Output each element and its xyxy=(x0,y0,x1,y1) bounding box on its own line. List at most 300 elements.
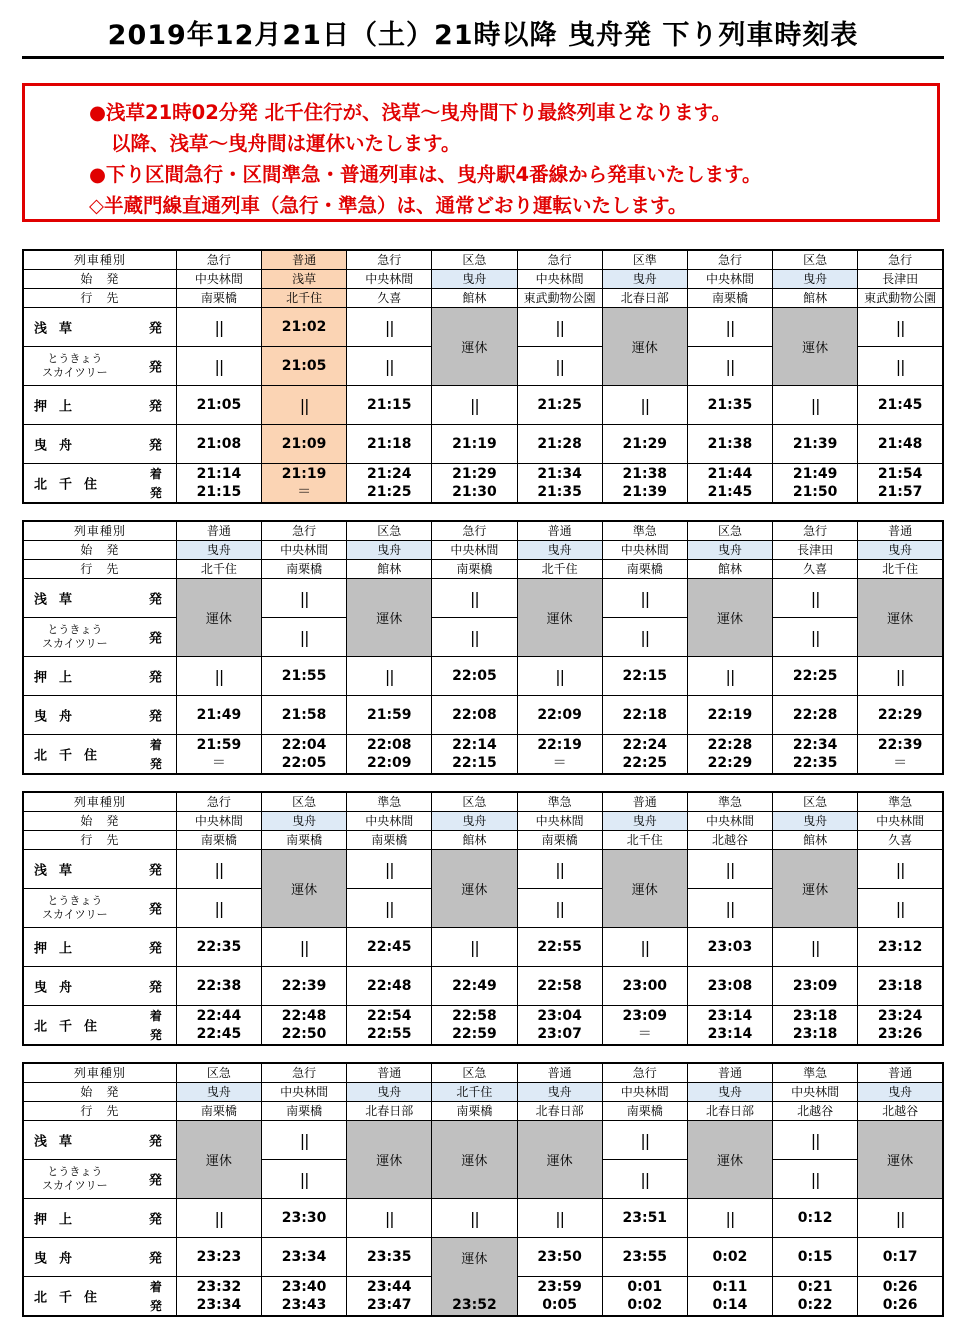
time-cell: 22:18 xyxy=(602,696,687,735)
time-cell: 21:34 21:35 xyxy=(517,464,602,504)
label-origin: 始 発 xyxy=(23,541,176,560)
destination-cell: 南栗橋 xyxy=(262,560,347,579)
time-cell xyxy=(687,889,772,928)
origin-cell: 長津田 xyxy=(858,270,943,289)
label-skytree: とうきょう スカイツリー 発 xyxy=(23,347,176,386)
train-type-cell: 準急 xyxy=(858,792,943,812)
time-cell: 0:15 xyxy=(773,1238,858,1277)
label-hikifune: 曳舟 発 xyxy=(23,967,176,1006)
time-cell: 21:19 xyxy=(432,425,517,464)
time-cell xyxy=(687,1199,772,1238)
suspended-cell: 運休 xyxy=(347,579,432,657)
row-train-type xyxy=(23,792,943,812)
pass-mark: || xyxy=(555,1208,564,1228)
destination-cell: 久喜 xyxy=(858,831,943,850)
suspended-cell: 運休 xyxy=(517,579,602,657)
origin-cell: 曳舟 xyxy=(687,541,772,560)
time-cell xyxy=(347,1199,432,1238)
destination-cell: 北千住 xyxy=(602,831,687,850)
time-cell: 21:39 xyxy=(773,425,858,464)
suspended-cell: 運休 xyxy=(347,1121,432,1199)
time-cell xyxy=(517,347,602,386)
train-type-cell: 急行 xyxy=(262,521,347,541)
row-asakusa xyxy=(23,579,943,618)
time-cell: 22:09 xyxy=(517,696,602,735)
train-type-cell: 普通 xyxy=(176,521,261,541)
label-oshiage: 押上 発 xyxy=(23,657,176,696)
row-train-type xyxy=(23,250,943,270)
origin-cell: 中央林間 xyxy=(602,1083,687,1102)
destination-cell: 北千住 xyxy=(517,560,602,579)
pass-mark: || xyxy=(214,356,224,376)
time-cell: 22:45 xyxy=(347,928,432,967)
origin-cell: 中央林間 xyxy=(347,812,432,831)
pass-mark: || xyxy=(470,588,479,608)
row-oshiage xyxy=(23,928,943,967)
label-kitasenju: 北千住 着 発 xyxy=(23,1006,176,1046)
time-cell: 23:44 23:47 xyxy=(347,1277,432,1317)
time-cell: 21:45 xyxy=(858,386,943,425)
destination-cell: 南栗橋 xyxy=(602,1102,687,1121)
origin-cell: 曳舟 xyxy=(176,541,261,560)
pass-mark: || xyxy=(640,937,650,957)
time-cell: 23:14 23:14 xyxy=(687,1006,772,1046)
suspended-cell: 運休 xyxy=(176,579,261,657)
row-destination xyxy=(23,1102,943,1121)
train-type-cell: 急行 xyxy=(262,1063,347,1083)
label-train-type: 列車種別 xyxy=(23,792,176,812)
time-cell: 21:58 xyxy=(262,696,347,735)
time-cell: 22:58 xyxy=(517,967,602,1006)
pass-mark: || xyxy=(470,937,479,957)
time-cell xyxy=(517,889,602,928)
time-cell: 21:54 21:57 xyxy=(858,464,943,504)
time-cell: 22:55 xyxy=(517,928,602,967)
destination-cell: 久喜 xyxy=(347,289,432,308)
time-cell xyxy=(517,1199,602,1238)
time-cell xyxy=(517,308,602,347)
pass-mark: || xyxy=(810,1169,820,1189)
suspended-cell: 運休 xyxy=(432,850,517,928)
label-destination: 行 先 xyxy=(23,289,176,308)
pass-mark: || xyxy=(725,859,735,879)
origin-cell: 曳舟 xyxy=(687,1083,772,1102)
row-asakusa xyxy=(23,850,943,889)
row-asakusa xyxy=(23,308,943,347)
time-cell xyxy=(347,308,432,347)
pass-mark: || xyxy=(299,627,309,647)
time-cell xyxy=(176,889,261,928)
pass-mark: || xyxy=(895,1208,905,1228)
label-origin: 始 発 xyxy=(23,812,176,831)
time-cell xyxy=(347,347,432,386)
destination-cell: 南栗橋 xyxy=(176,831,261,850)
suspended-cell: 運休 xyxy=(687,1121,772,1199)
label-destination: 行 先 xyxy=(23,831,176,850)
time-cell: 22:08 xyxy=(432,696,517,735)
time-cell: 23:18 23:18 xyxy=(773,1006,858,1046)
time-cell xyxy=(602,1160,687,1199)
pass-mark: || xyxy=(299,1169,309,1189)
origin-cell: 中央林間 xyxy=(687,270,772,289)
train-type-cell: 区急 xyxy=(347,521,432,541)
time-cell: 21:15 xyxy=(347,386,432,425)
label-kitasenju: 北千住 着 発 xyxy=(23,1277,176,1317)
label-asakusa: 浅草 発 xyxy=(23,850,176,889)
pass-mark: || xyxy=(214,1208,224,1228)
train-type-cell: 普通 xyxy=(262,250,347,270)
train-type-cell: 急行 xyxy=(773,521,858,541)
terminate-mark: ＝ xyxy=(552,755,567,771)
time-cell: 21:08 xyxy=(176,425,261,464)
label-oshiage: 押上 発 xyxy=(23,1199,176,1238)
pass-mark: || xyxy=(640,1130,650,1150)
time-cell: 23:03 xyxy=(687,928,772,967)
time-cell: 21:05 xyxy=(262,347,347,386)
time-cell xyxy=(602,1121,687,1160)
time-cell xyxy=(858,347,943,386)
train-type-cell: 普通 xyxy=(602,792,687,812)
label-skytree: とうきょう スカイツリー 発 xyxy=(23,889,176,928)
destination-cell: 南栗橋 xyxy=(687,289,772,308)
suspended-cell: 運休 xyxy=(517,1121,602,1199)
pass-mark: || xyxy=(299,1130,309,1150)
time-cell: 21:18 xyxy=(347,425,432,464)
time-cell: 21:59 ＝ xyxy=(176,735,261,775)
row-origin xyxy=(23,812,943,831)
train-type-cell: 区急 xyxy=(432,1063,517,1083)
time-cell xyxy=(262,579,347,618)
time-cell xyxy=(773,386,858,425)
pass-mark: || xyxy=(384,356,394,376)
time-cell xyxy=(176,657,261,696)
suspended-cell: 運休 23:52 xyxy=(432,1238,517,1317)
time-cell xyxy=(773,579,858,618)
pass-mark: || xyxy=(895,317,905,337)
time-cell xyxy=(773,1160,858,1199)
time-cell: 21:05 xyxy=(176,386,261,425)
row-oshiage xyxy=(23,386,943,425)
origin-cell: 曳舟 xyxy=(262,812,347,831)
time-cell xyxy=(432,928,517,967)
terminate-mark: ＝ xyxy=(893,755,908,771)
pass-mark: || xyxy=(810,395,820,415)
destination-cell: 北千住 xyxy=(262,289,347,308)
time-cell: 22:05 xyxy=(432,657,517,696)
row-hikifune xyxy=(23,696,943,735)
pass-mark: || xyxy=(470,627,479,647)
time-cell xyxy=(347,657,432,696)
time-cell xyxy=(773,928,858,967)
row-destination xyxy=(23,560,943,579)
origin-cell: 曳舟 xyxy=(773,812,858,831)
row-kitasenju xyxy=(23,735,943,775)
time-cell xyxy=(432,1199,517,1238)
time-cell xyxy=(262,386,347,425)
time-cell xyxy=(602,928,687,967)
row-kitasenju xyxy=(23,1006,943,1046)
time-cell: 22:25 xyxy=(773,657,858,696)
suspended-cell: 運休 xyxy=(858,1121,943,1199)
time-cell: 21:55 xyxy=(262,657,347,696)
time-cell: 22:44 22:45 xyxy=(176,1006,261,1046)
time-cell xyxy=(687,850,772,889)
train-type-cell: 急行 xyxy=(602,1063,687,1083)
origin-cell: 中央林間 xyxy=(602,541,687,560)
origin-cell: 北千住 xyxy=(432,1083,517,1102)
time-cell: 22:14 22:15 xyxy=(432,735,517,775)
origin-cell: 中央林間 xyxy=(858,812,943,831)
destination-cell: 南栗橋 xyxy=(176,1102,261,1121)
timetable-block-2 xyxy=(22,520,944,775)
time-cell: 22:38 xyxy=(176,967,261,1006)
time-cell: 23:35 xyxy=(347,1238,432,1277)
train-type-cell: 準急 xyxy=(602,521,687,541)
time-cell: 23:51 xyxy=(602,1199,687,1238)
time-cell: 21:25 xyxy=(517,386,602,425)
suspended-cell: 運休 xyxy=(602,308,687,386)
destination-cell: 東武動物公園 xyxy=(858,289,943,308)
time-cell: 21:29 21:30 xyxy=(432,464,517,504)
destination-cell: 北千住 xyxy=(858,560,943,579)
origin-cell: 中央林間 xyxy=(347,270,432,289)
pass-mark: || xyxy=(895,356,905,376)
destination-cell: 北越谷 xyxy=(687,831,772,850)
label-origin: 始 発 xyxy=(23,1083,176,1102)
label-skytree: とうきょう スカイツリー 発 xyxy=(23,1160,176,1199)
time-cell xyxy=(347,850,432,889)
time-cell: 21:44 21:45 xyxy=(687,464,772,504)
destination-cell: 館林 xyxy=(432,289,517,308)
origin-cell: 曳舟 xyxy=(432,270,517,289)
train-type-cell: 区急 xyxy=(432,792,517,812)
destination-cell: 北春日部 xyxy=(347,1102,432,1121)
row-origin xyxy=(23,1083,943,1102)
pass-mark: || xyxy=(640,1169,650,1189)
time-cell: 22:49 xyxy=(432,967,517,1006)
time-cell xyxy=(858,1199,943,1238)
time-cell: 0:21 0:22 xyxy=(773,1277,858,1317)
train-type-cell: 区急 xyxy=(687,521,772,541)
time-cell: 21:28 xyxy=(517,425,602,464)
pass-mark: || xyxy=(555,898,564,918)
label-kitasenju: 北千住 着 発 xyxy=(23,735,176,775)
time-cell: 21:19 ＝ xyxy=(262,464,347,504)
time-cell xyxy=(602,386,687,425)
notice-line-3: ●下り区間急行・区間準急・普通列車は、曳舟駅4番線から発車いたします。 xyxy=(89,163,762,186)
suspended-cell: 運休 xyxy=(858,579,943,657)
time-cell: 21:24 21:25 xyxy=(347,464,432,504)
pass-mark: || xyxy=(214,317,224,337)
origin-cell: 中央林間 xyxy=(517,812,602,831)
pass-mark: || xyxy=(725,666,735,686)
origin-cell: 中央林間 xyxy=(262,541,347,560)
destination-cell: 南栗橋 xyxy=(347,831,432,850)
destination-cell: 館林 xyxy=(773,289,858,308)
pass-mark: || xyxy=(214,859,224,879)
origin-cell: 中央林間 xyxy=(432,541,517,560)
label-origin: 始 発 xyxy=(23,270,176,289)
pass-mark: || xyxy=(384,317,394,337)
time-cell xyxy=(176,850,261,889)
notice-line-1: ●浅草21時02分発 北千住行が、浅草～曳舟間下り最終列車となります。 xyxy=(89,101,732,124)
row-oshiage xyxy=(23,657,943,696)
suspended-cell: 運休 xyxy=(687,579,772,657)
time-cell: 22:58 22:59 xyxy=(432,1006,517,1046)
time-cell: 22:35 xyxy=(176,928,261,967)
time-cell: 21:49 xyxy=(176,696,261,735)
time-cell: 23:30 xyxy=(262,1199,347,1238)
train-type-cell: 普通 xyxy=(858,521,943,541)
pass-mark: || xyxy=(299,937,309,957)
train-type-cell: 急行 xyxy=(176,250,261,270)
destination-cell: 南栗橋 xyxy=(432,1102,517,1121)
label-kitasenju: 北千住 着 発 xyxy=(23,464,176,504)
time-cell xyxy=(858,850,943,889)
time-cell: 21:59 xyxy=(347,696,432,735)
time-cell xyxy=(602,579,687,618)
pass-mark: || xyxy=(725,356,735,376)
pass-mark: || xyxy=(299,588,309,608)
time-cell xyxy=(262,1121,347,1160)
destination-cell: 北越谷 xyxy=(858,1102,943,1121)
train-type-cell: 準急 xyxy=(517,792,602,812)
time-cell xyxy=(517,657,602,696)
pass-mark: || xyxy=(810,937,820,957)
train-type-cell: 区急 xyxy=(432,250,517,270)
origin-cell: 中央林間 xyxy=(262,1083,347,1102)
train-type-cell: 区急 xyxy=(176,1063,261,1083)
label-hikifune: 曳舟 発 xyxy=(23,696,176,735)
pass-mark: || xyxy=(725,1208,735,1228)
destination-cell: 北春日部 xyxy=(687,1102,772,1121)
origin-cell: 曳舟 xyxy=(176,1083,261,1102)
time-cell: 21:35 xyxy=(687,386,772,425)
train-type-cell: 普通 xyxy=(517,521,602,541)
pass-mark: || xyxy=(214,898,224,918)
time-cell: 22:15 xyxy=(602,657,687,696)
time-cell xyxy=(176,347,261,386)
time-cell: 21:02 xyxy=(262,308,347,347)
terminate-mark: ＝ xyxy=(297,484,312,500)
origin-cell: 中央林間 xyxy=(176,812,261,831)
origin-cell: 中央林間 xyxy=(517,270,602,289)
train-type-cell: 区準 xyxy=(602,250,687,270)
time-cell: 22:39 ＝ xyxy=(858,735,943,775)
train-type-cell: 普通 xyxy=(858,1063,943,1083)
time-cell: 23:09 xyxy=(773,967,858,1006)
suspended-cell: 運休 xyxy=(262,850,347,928)
label-asakusa: 浅草 発 xyxy=(23,308,176,347)
row-asakusa xyxy=(23,1121,943,1160)
row-train-type xyxy=(23,1063,943,1083)
time-cell: 21:29 xyxy=(602,425,687,464)
pass-mark: || xyxy=(640,627,650,647)
destination-cell: 北越谷 xyxy=(773,1102,858,1121)
notice-box xyxy=(22,83,940,222)
time-cell xyxy=(773,1121,858,1160)
label-destination: 行 先 xyxy=(23,1102,176,1121)
origin-cell: 曳舟 xyxy=(602,812,687,831)
label-skytree: とうきょう スカイツリー 発 xyxy=(23,618,176,657)
pass-mark: || xyxy=(895,898,905,918)
pass-mark: || xyxy=(810,627,820,647)
time-cell: 22:08 22:09 xyxy=(347,735,432,775)
destination-cell: 北春日部 xyxy=(517,1102,602,1121)
train-type-cell: 急行 xyxy=(858,250,943,270)
destination-cell: 北千住 xyxy=(176,560,261,579)
time-cell: 23:00 xyxy=(602,967,687,1006)
train-type-cell: 急行 xyxy=(176,792,261,812)
pass-mark: || xyxy=(640,588,650,608)
suspended-cell: 運休 xyxy=(773,308,858,386)
destination-cell: 北春日部 xyxy=(602,289,687,308)
time-cell xyxy=(262,618,347,657)
train-type-cell: 急行 xyxy=(517,250,602,270)
time-cell: 22:48 xyxy=(347,967,432,1006)
pass-mark: || xyxy=(895,666,905,686)
row-origin xyxy=(23,541,943,560)
label-hikifune: 曳舟 発 xyxy=(23,425,176,464)
label-oshiage: 押上 発 xyxy=(23,928,176,967)
pass-mark: || xyxy=(299,395,309,415)
label-asakusa: 浅草 発 xyxy=(23,579,176,618)
label-hikifune: 曳舟 発 xyxy=(23,1238,176,1277)
time-cell: 23:50 xyxy=(517,1238,602,1277)
time-cell: 22:28 22:29 xyxy=(687,735,772,775)
train-type-cell: 区急 xyxy=(262,792,347,812)
time-cell: 21:38 xyxy=(687,425,772,464)
origin-cell: 中央林間 xyxy=(773,1083,858,1102)
row-kitasenju xyxy=(23,464,943,504)
origin-cell: 曳舟 xyxy=(432,812,517,831)
pass-mark: || xyxy=(810,1130,820,1150)
origin-cell: 曳舟 xyxy=(347,541,432,560)
terminate-mark: ＝ xyxy=(211,755,226,771)
time-cell xyxy=(858,657,943,696)
notice-line-4: ◇半蔵門線直通列車（急行・準急）は、通常どおり運転いたします。 xyxy=(89,194,688,217)
time-cell: 23:55 xyxy=(602,1238,687,1277)
page-title: 2019年12月21日（土）21時以降 曳舟発 下り列車時刻表 xyxy=(107,20,859,51)
time-cell: 0:11 0:14 xyxy=(687,1277,772,1317)
time-cell: 22:39 xyxy=(262,967,347,1006)
origin-cell: 中央林間 xyxy=(687,812,772,831)
pass-mark: || xyxy=(384,666,394,686)
time-cell xyxy=(347,889,432,928)
time-cell xyxy=(432,386,517,425)
time-cell xyxy=(262,1160,347,1199)
time-cell xyxy=(773,618,858,657)
time-cell: 23:34 xyxy=(262,1238,347,1277)
row-destination xyxy=(23,831,943,850)
time-cell: 22:54 22:55 xyxy=(347,1006,432,1046)
destination-cell: 館林 xyxy=(773,831,858,850)
time-cell: 22:24 22:25 xyxy=(602,735,687,775)
time-cell xyxy=(432,618,517,657)
time-cell xyxy=(687,308,772,347)
time-cell: 23:18 xyxy=(858,967,943,1006)
pass-mark: || xyxy=(384,859,394,879)
row-hikifune xyxy=(23,967,943,1006)
destination-cell: 南栗橋 xyxy=(176,289,261,308)
pass-mark: || xyxy=(555,666,564,686)
pass-mark: || xyxy=(214,666,224,686)
origin-cell: 曳舟 xyxy=(602,270,687,289)
time-cell: 23:40 23:43 xyxy=(262,1277,347,1317)
time-cell: 21:14 21:15 xyxy=(176,464,261,504)
notice-line-2: 以降、浅草～曳舟間は運休いたします。 xyxy=(111,132,461,155)
label-oshiage: 押上 発 xyxy=(23,386,176,425)
